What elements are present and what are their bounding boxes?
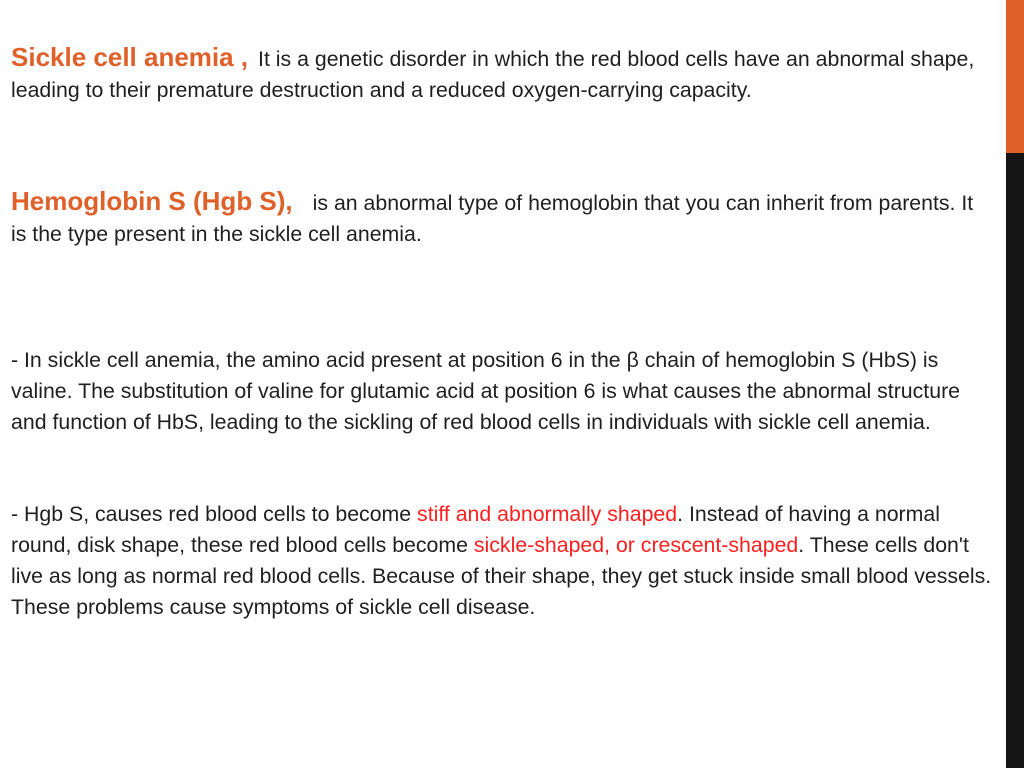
hgb-s-text-part-1: - Hgb S, causes red blood cells to become [11,502,418,526]
sickle-cell-definition [11,42,993,106]
side-bar-accent [1006,0,1024,153]
sickle-cell-heading: Sickle cell anemia , [11,42,249,72]
hgb-s-text-part-2: . Instead of having a normal round, disk shape, these red blood cells become [11,502,940,557]
hemoglobin-s-definition [11,186,993,250]
hgb-s-effects-bullet [11,499,993,623]
hemoglobin-s-heading: Hemoglobin S (Hgb S), [11,186,293,216]
sickle-shape-highlight: sickle-shaped, or crescent-shaped [473,533,799,557]
hgb-s-text-part-3: . These cells don't live as long as normal red blood cells. Because of their shape, they get stuck inside small blood vessels. These problems cause symptoms of sickle cell disease. [11,533,992,619]
side-bar-dark [1006,153,1024,768]
hemoglobin-s-text: is an abnormal type of hemoglobin that you can inherit from parents. It is the type present in the sickle cell anemia. [11,191,974,246]
stiff-shape-highlight: stiff and abnormally shaped [417,502,678,526]
sickle-cell-text: It is a genetic disorder in which the red blood cells have an abnormal shape, leading to their premature destruction and a reduced oxygen-carrying capacity. [11,47,975,102]
side-decoration-bar [1006,0,1024,768]
amino-acid-text: - In sickle cell anemia, the amino acid present at position 6 in the β chain of hemoglobin S (HbS) is valine. The substitution of valine for glutamic acid at position 6 is what causes the abnormal structure and function of HbS, leading to the sickling of red blood cells in individuals with sickle cell anemia. [11,348,961,434]
amino-acid-bullet [11,345,993,438]
